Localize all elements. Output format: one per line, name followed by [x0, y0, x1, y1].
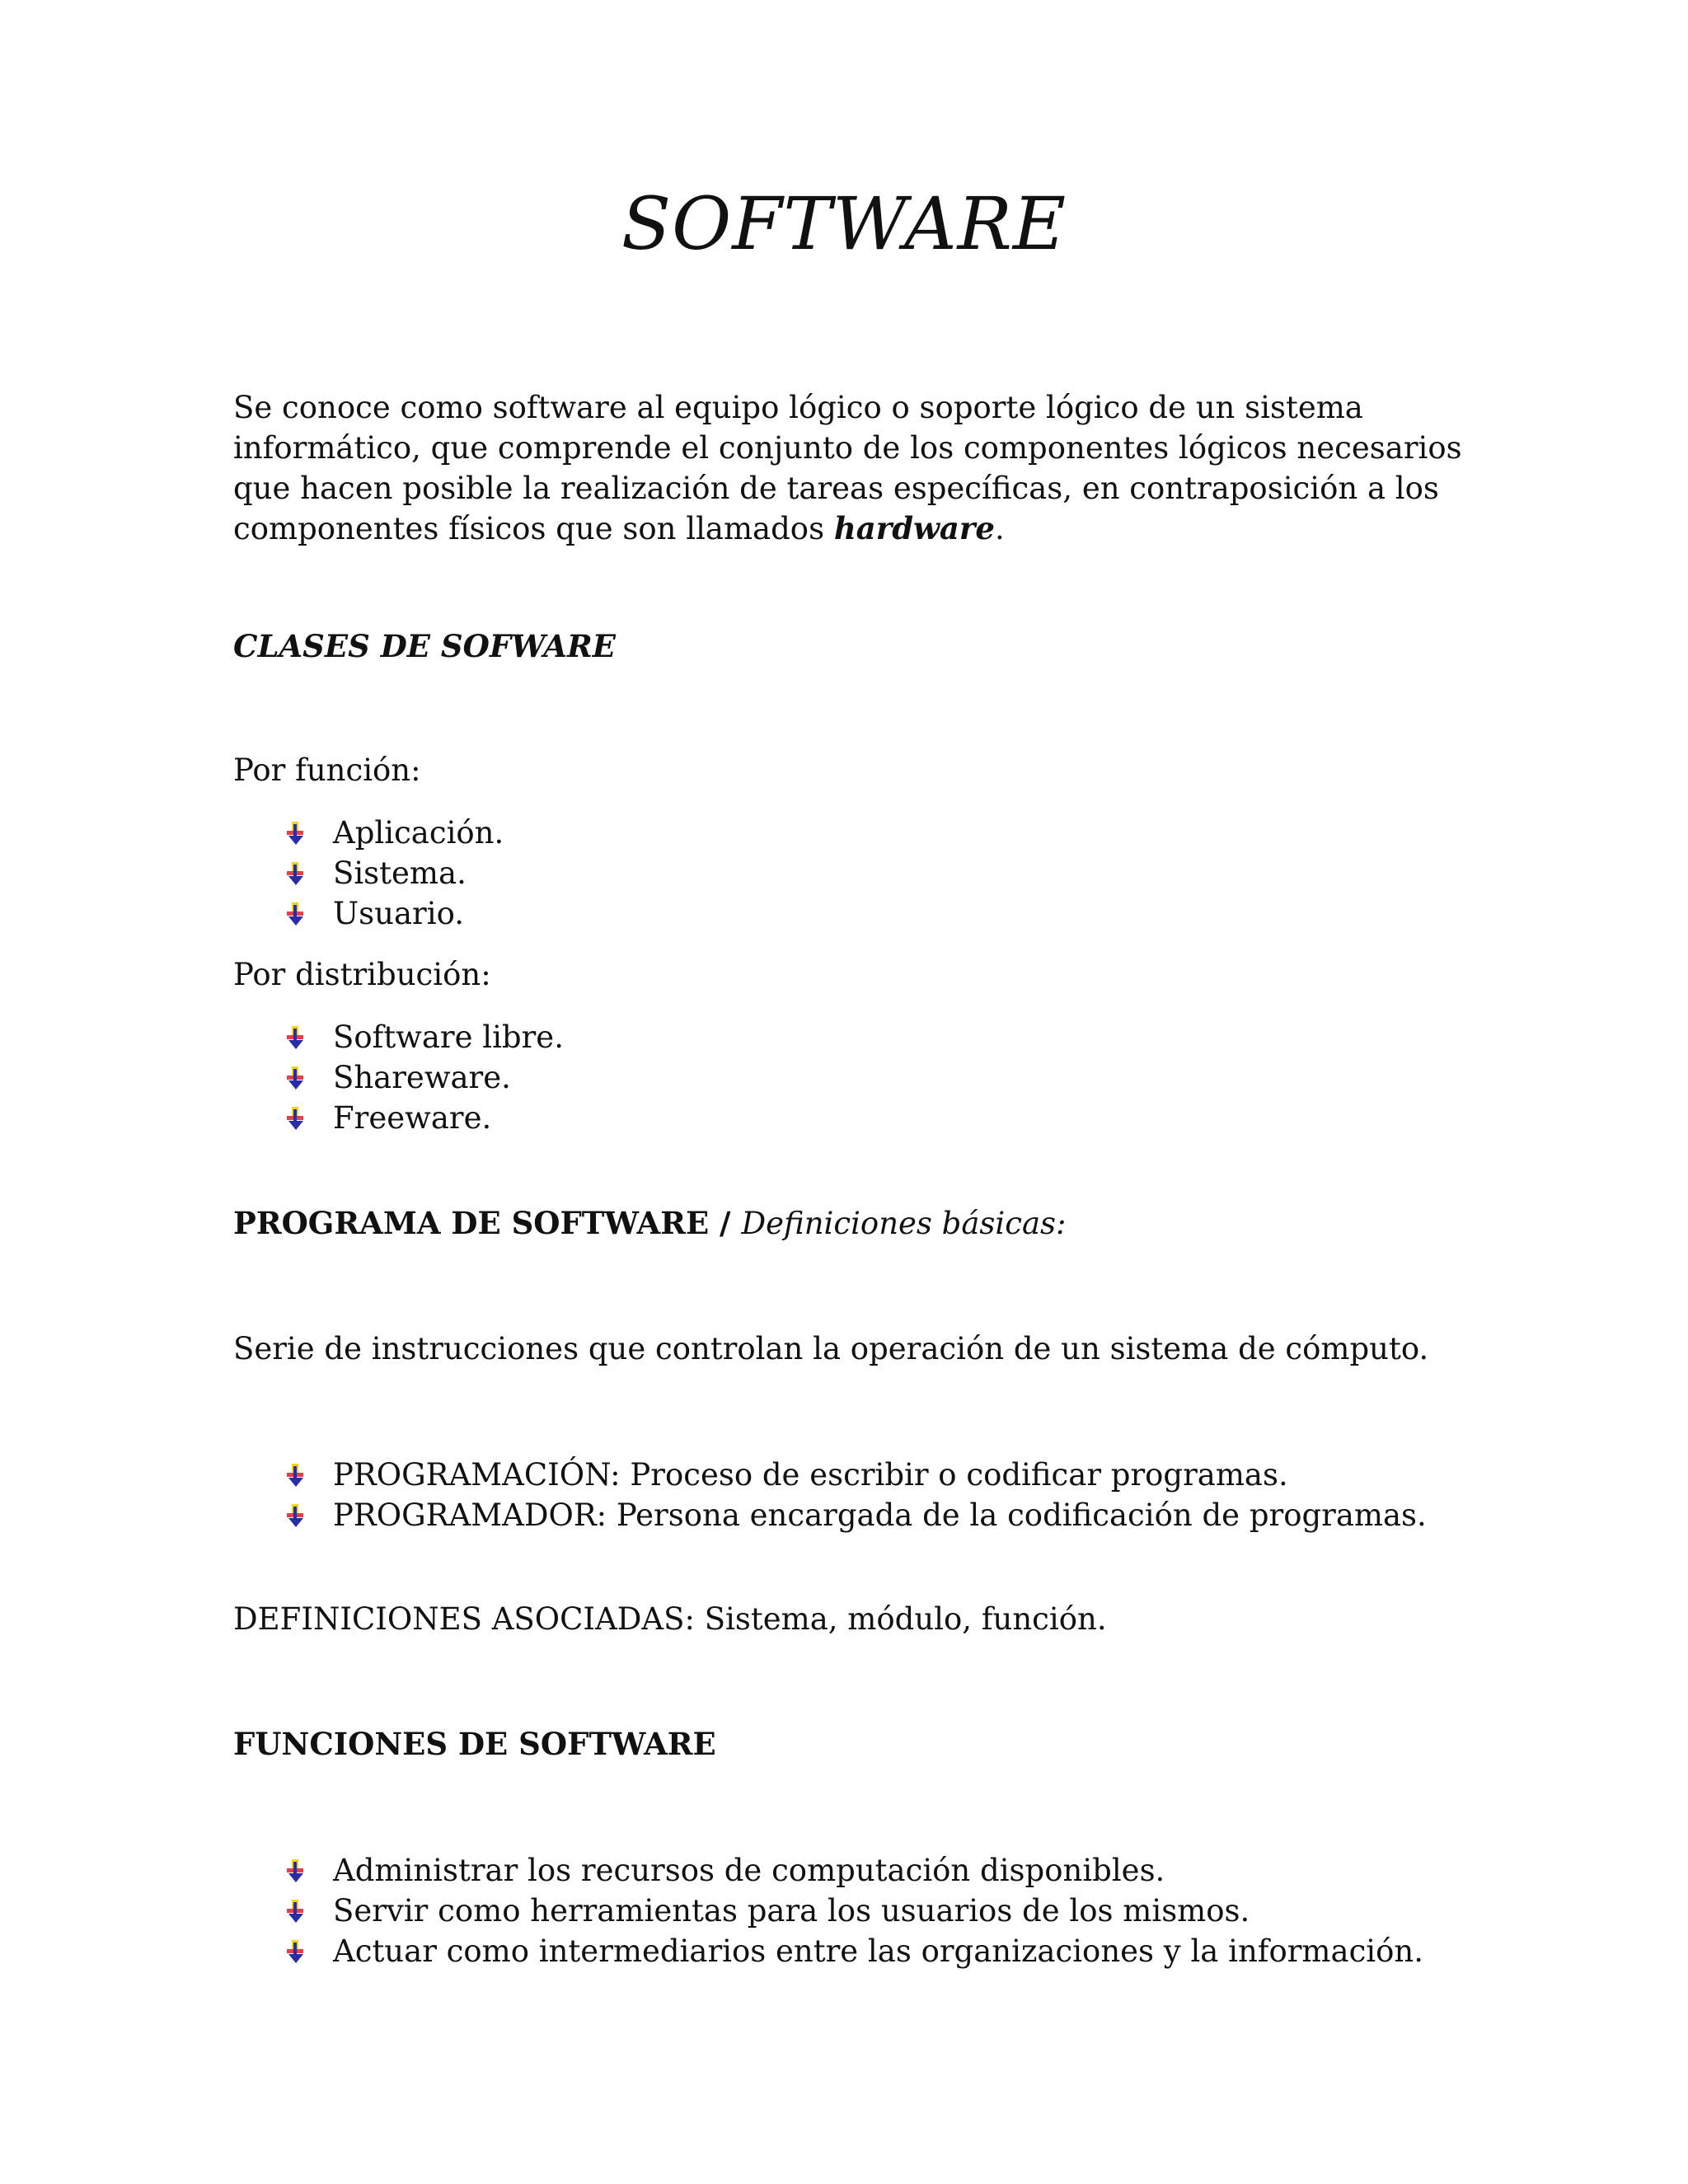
list-item [280, 1057, 1517, 1098]
list-item-text: PROGRAMACIÓN: Proceso de escribir o codificar programas. [333, 1457, 1288, 1493]
intro-text: Se conoce como software al equipo lógico o soporte lógico de un sistema informático, que comprende el conjunto de los componentes lógicos necesarios que hacen posible la realización de tareas específicas, en contraposición a los componentes físicos que son llamados [233, 390, 1462, 546]
programa-heading-italic: Definiciones básicas: [741, 1206, 1067, 1241]
list-item [280, 893, 1517, 934]
intro-paragraph [233, 387, 1470, 549]
list-item [280, 1850, 1517, 1891]
list-item [280, 853, 1517, 893]
arrow-down-bullet-icon [284, 1025, 308, 1050]
list-item [280, 1017, 1517, 1057]
arrow-down-bullet-icon [284, 1066, 308, 1090]
list-item-text: Servir como herramientas para los usuarios de los mismos. [333, 1893, 1250, 1929]
funciones-list [280, 1850, 1517, 1971]
list-item [280, 1098, 1517, 1138]
programa-definition: Serie de instrucciones que controlan la operación de un sistema de cómputo. [233, 1331, 1429, 1366]
programa-heading-separator: / [709, 1205, 742, 1241]
programa-heading-bold: PROGRAMA DE SOFTWARE [233, 1205, 710, 1241]
arrow-down-bullet-icon [284, 1503, 308, 1528]
list-item [280, 1931, 1517, 1971]
por-funcion-list [280, 813, 1517, 934]
por-distribucion-list [280, 1017, 1517, 1138]
list-item-text: Sistema. [333, 855, 467, 891]
clases-heading: CLASES DE SOFWARE [233, 628, 616, 664]
programa-list [280, 1455, 1517, 1535]
list-item [280, 1495, 1517, 1535]
list-item-text: PROGRAMADOR: Persona encargada de la codificación de programas. [333, 1497, 1427, 1533]
funciones-heading: FUNCIONES DE SOFTWARE [233, 1726, 716, 1762]
por-distribucion-label: Por distribución: [233, 957, 491, 992]
arrow-down-bullet-icon [284, 861, 308, 886]
definiciones-asociadas: DEFINICIONES ASOCIADAS: Sistema, módulo, función. [233, 1601, 1107, 1637]
intro-emphasis-hardware: hardware [833, 510, 995, 546]
programa-heading [233, 1203, 1470, 1244]
list-item [280, 1455, 1517, 1495]
list-item-text: Administrar los recursos de computación disponibles. [333, 1853, 1165, 1888]
intro-end: . [994, 511, 1005, 546]
arrow-down-bullet-icon [284, 1106, 308, 1131]
list-item-text: Aplicación. [333, 815, 504, 851]
arrow-down-bullet-icon [284, 821, 308, 846]
list-item-text: Freeware. [333, 1100, 492, 1136]
arrow-down-bullet-icon [284, 1899, 308, 1924]
list-item [280, 813, 1517, 853]
arrow-down-bullet-icon [284, 902, 308, 926]
list-item [280, 1891, 1517, 1931]
arrow-down-bullet-icon [284, 1939, 308, 1964]
list-item-text: Usuario. [333, 896, 464, 931]
list-item-text: Shareware. [333, 1060, 511, 1095]
page-title: SOFTWARE [621, 181, 1067, 266]
arrow-down-bullet-icon [284, 1463, 308, 1488]
list-item-text: Actuar como intermediarios entre las organizaciones y la información. [333, 1933, 1424, 1969]
arrow-down-bullet-icon [284, 1858, 308, 1883]
por-funcion-label: Por función: [233, 752, 421, 788]
list-item-text: Software libre. [333, 1019, 564, 1055]
